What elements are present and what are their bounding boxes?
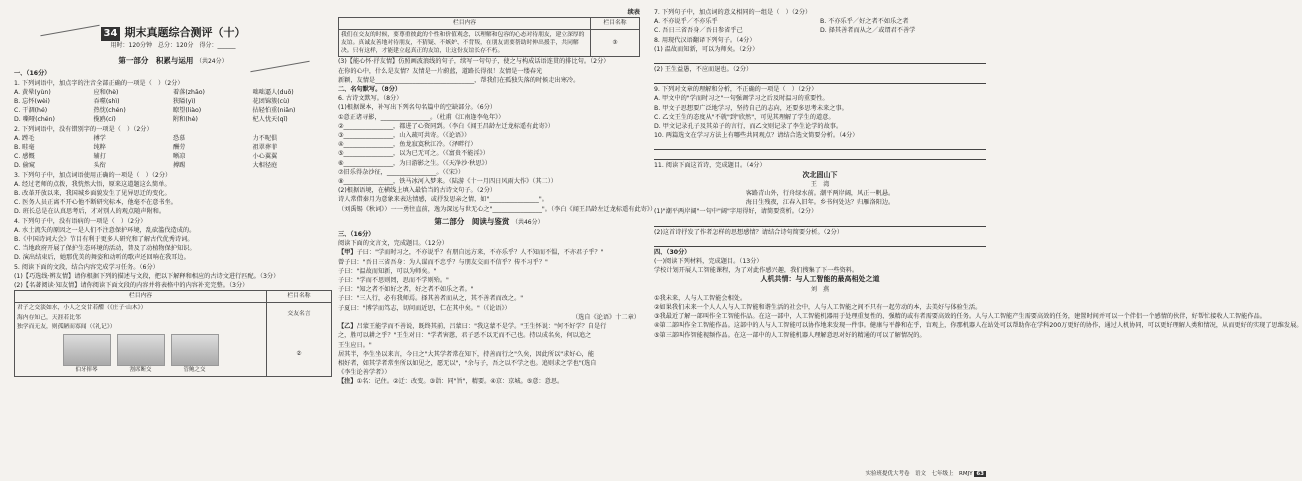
q8a-prompt: (1) 温故而知新，可以为师矣。（2分） xyxy=(654,45,759,53)
q3-line2: 新颖，友情是________________________________，帮我们在孤独失落的时候走出寒冷。 xyxy=(338,76,580,84)
poem-line: ⑦旧乐得杂沙征，________________。（《宋》） xyxy=(338,168,465,176)
q11b-prompt: (2)这首诗抒发了作者怎样的思想感情？请结合诗句简要分析。（2分） xyxy=(654,228,844,236)
section4-heading: 四、（30分） xyxy=(654,248,691,256)
article-para: ⑤第三部叫作智能视频作品。在这一部中的人工智能机器人理解意思对好的精通的可以了解情况的。 xyxy=(654,331,926,339)
poem-line: ④________________，鱼龙寂寞秋江冷。（泽畔行） xyxy=(338,141,477,149)
q11a-prompt: (1)"潮平两岸阔"一句中"阔"字用得好，请简要赏析。（2分） xyxy=(654,208,818,216)
q9-prompt: 9. 下列对文章的理解和分析，不正确的一项是（ ）（2分） xyxy=(654,86,818,94)
illustration-image xyxy=(63,334,111,366)
jia-line: 子夏曰："博学而笃志，切问而近思，仁在其中矣。"（《论语》） xyxy=(338,304,511,312)
column-left xyxy=(14,8,332,478)
exam-meta: 用时：120分钟 总分：120分 得分：______ xyxy=(110,42,236,49)
opt: D. 择其善者而从之／或谓君不善学 xyxy=(820,27,916,35)
note-line: 【注】①名：记住。②迁：改变。③诣：同"旨"，精要。④京：京城。⑤意：意思。 xyxy=(338,378,564,386)
poem-line: 海日生残夜，江春入旧年。乡书何处达？归雁洛阳边。 xyxy=(745,199,895,207)
jia-source: （选自《论语》十二章） xyxy=(571,313,640,321)
q4-opt-b: B.《中国诗词大会》节目有利于更多人研究和了解古代优秀诗词。 xyxy=(14,236,194,244)
q6b-prompt: (2)根据语境，在横线上填入最恰当的古诗文句子。（2分） xyxy=(338,187,497,195)
poem-line: ⑧________________，铁马冰河入梦来。（陆游《十一月四日风雨大作》（其二）） xyxy=(338,178,557,186)
column-right xyxy=(654,8,1302,478)
q6-heading: 6. 古诗文默写。（8分） xyxy=(338,95,403,103)
read-prompt: 阅读下面的文言文，完成题目。（12分） xyxy=(338,240,448,248)
opt: 揽鸥(cí) xyxy=(93,116,116,124)
footer-text: 实验班提优大考卷 语文 七年级上 RMJY xyxy=(865,471,973,477)
opt: 搏踢 xyxy=(173,162,186,170)
opt: 小心翼翼 xyxy=(252,153,278,161)
opt: 附和(hè) xyxy=(173,116,198,124)
yi-line: 相好者，如其学者常坐所以如见之，愿无以"，"余与子，吾之以不学之也。追则求之学也"(选自 xyxy=(338,359,597,367)
answer-line[interactable] xyxy=(654,238,986,247)
q6b-text2: （刘禹锡《秋词》）一一勇往直前，逸为深远与世无心之"________________"。（李白《闻王昌龄左迁龙标遥有此寄》） xyxy=(338,205,657,213)
picture-item xyxy=(63,334,111,375)
opt: 吞噬(shì) xyxy=(93,98,120,106)
opt: 搏学 xyxy=(93,134,106,142)
opt: 恐慕 xyxy=(173,134,186,142)
continued-table xyxy=(338,17,640,57)
picture-row xyxy=(17,334,264,375)
q1-sub2: 2. 下列词语中，没有错别字的一项是（ ）（2分） xyxy=(14,125,153,133)
q3-prompt: (3)【能心怀·抒友情】仿照画波浪线的句子，续写一句句子，使之与构成话语连贯的排比句。（2分） xyxy=(338,58,610,66)
q1-sub5b: (2)【名著阅读·知友情】请你阅读下面文段的内容并将表格中的内容补充完整。（3分） xyxy=(14,282,249,290)
page-title xyxy=(14,26,332,41)
answer-line[interactable] xyxy=(654,218,986,227)
illustration-image xyxy=(171,334,219,366)
q6b-text: 诗人常借秦月为意象来表达情感，或抒发思亲之情，如"________________"。 xyxy=(338,196,548,204)
q9-opt-b: B. 甲文子思想要广泛地学习，坚持自己的志向，还要多思考未来之事。 xyxy=(654,104,848,112)
q4-opt-d: D. 演出结束后，她那优美的舞姿和动听的歌声还回响在我耳边。 xyxy=(14,254,190,262)
opt: C. 干涸(hé) xyxy=(14,107,48,115)
q9-opt-d: D. 甲文记录孔子及其弟子的言行，而乙文则记录了李生论学的故事。 xyxy=(654,123,843,131)
q1-sub5a: (1)【巧选线·辨友情】请你根据下列的描述与文段，把以下解释和相应的古诗文进行匹配。（3分） xyxy=(14,272,280,280)
article-title: 人机共情：与人工智能的最高相处之道 xyxy=(760,275,880,284)
opt: 辅打 xyxy=(93,153,106,161)
opt: 花团锦簇(cù) xyxy=(252,98,290,106)
opt: 热忱(chén) xyxy=(93,107,126,115)
q4a-prompt: (一)阅读下列材料，完成题目。（13分） xyxy=(654,258,763,266)
q1-sub4: 4. 下列句子中，没有语病的一项是（ ）（2分） xyxy=(14,217,147,225)
picture-caption: 割席断交 xyxy=(129,367,152,374)
jia-line: 子曰："知之者不如好之者，好之者不如乐之者。" xyxy=(338,286,474,294)
opt: 力不呢俱 xyxy=(252,134,278,142)
opt: B. 畦毫 xyxy=(14,144,35,152)
jia-line: 【甲】子曰："学而时习之，不亦说乎？有朋自远方来，不亦乐乎？人不知而不愠，不亦君子乎？" xyxy=(338,249,604,257)
opt: D. 偷窥 xyxy=(14,162,36,170)
q1-sub3: 3. 下列句子中，加点词语使用正确的一项是（ ）（2分） xyxy=(14,171,172,179)
opt: 酬劳 xyxy=(173,144,186,152)
q1-sub1: 1. 下列词语中，加点字的注音全部正确的一项是（ ）（2分） xyxy=(14,79,184,87)
page-number: 63 xyxy=(976,471,984,477)
table-row: 独学而无友，则孤陋而寡闻（《礼记》） xyxy=(17,323,116,330)
opt: 大相径庭 xyxy=(252,162,278,170)
article-para: ③我最近了解一部叫作全工智能作品。在这一部中，人工智能机器用于处理重复性的、强精的或有者需要高效的任务。人与人工智能产生需要高效的任务，建置时间并可以一个伴侣一个感情的伙伴，好帮忙接收人工智能作品。 xyxy=(654,313,1266,321)
poem-line: ②________________，都进了心资同到。（李白《闻王昌龄左迁龙标遥有此寄》） xyxy=(338,122,554,130)
q3-line: 在你的心中，什么是友情？友情是一片蔚蓝，道路长得很！友情是一缕春光 xyxy=(338,67,543,75)
q8b-prompt: (2) 王生益愚，不应而退也。（2分） xyxy=(654,66,753,74)
yi-line: 居其半，李生坐以来言，今日之"大其学者常在知下，持善而行之"久矣，因此所以"求好心，能 xyxy=(338,350,595,358)
opt: 应和(hè) xyxy=(93,88,119,96)
article-para: ②如果我们未来一个人人人与人工智能和谐生活的社会中，人与人工智能之间不只有一起劳动的本，去美好与体验生活。 xyxy=(654,304,982,312)
poem-line: ①意正诸寻影，________________。（杜甫《江南逢李龟年》） xyxy=(338,113,505,121)
box-head-content: 栏目内容 xyxy=(339,18,591,30)
q1-options xyxy=(14,88,332,125)
poem-line: 客路青山外，行舟绿水前。潮平两岸阔，风正一帆悬。 xyxy=(745,190,895,198)
table-names xyxy=(267,303,332,377)
page-footer xyxy=(866,469,986,477)
q7-options xyxy=(654,17,986,35)
opt: 狭隘(yì) xyxy=(173,98,196,106)
friendship-table xyxy=(14,290,332,377)
q1-sub5: 5. 阅读下面的文段，结合内容完成学习任务。（6分） xyxy=(14,263,159,271)
title-text: 期末真题综合测评（十） xyxy=(124,26,246,39)
illustration-image xyxy=(117,334,165,366)
yi-line: 【乙】吕蒙王能学而不善说，既终其前，吕蒙曰："我这蒙不是学。"王生怀说："何不好学？自是行 xyxy=(338,323,607,331)
jia-line: 子曰："学而不思则罔，思而不学则殆。" xyxy=(338,277,449,285)
section2-heading: 二、名句默写。（8分） xyxy=(338,86,402,94)
poem-line: ⑥________________，为日游影之生。（《天净沙·秋思》） xyxy=(338,159,491,167)
jia-line: 子曰："三人行，必有我师焉。择其善者而从之，其不善者而改之。" xyxy=(338,295,524,303)
answer-line[interactable] xyxy=(654,75,986,84)
box-name: ③ xyxy=(591,30,640,57)
opt: 咄咄逼人(duō) xyxy=(252,88,294,96)
part1-heading: 第一部分 积累与运用 （共24分） xyxy=(118,56,228,66)
article-author: 刘 燕 xyxy=(810,285,830,293)
q3-opt-c: C. 医务人员正离不开心他不断研究标本，他毫不在意书坐。 xyxy=(14,199,177,207)
q6a-prompt: (1)根据课本，补写出下列名句名篇中的空缺部分。（6分） xyxy=(338,104,497,112)
q3-opt-b: B. 改革开放以来，我国城乡面貌发生了见异思迁的变化。 xyxy=(14,190,171,198)
opt: 晰凉 xyxy=(173,153,186,161)
opt: 祖翠葬菲 xyxy=(252,144,278,152)
opt: A. 黄晕(yùn) xyxy=(14,88,51,96)
table-name-2: ② xyxy=(296,350,302,357)
q4-intro: 学校计划开展人工智能课程，为了对此作感兴趣，我们搜集了下一些资料。 xyxy=(654,267,859,275)
answer-line[interactable] xyxy=(654,141,986,150)
section3-heading: 三、（16分） xyxy=(338,231,375,239)
article-para: ④第二部叫作全工智能作品。这部中的人与人工智能可以协作地来发现一件事。健康与平静和在乎，盲观上，你那机器人在站处可以帮助你在学科200万更好的协作，通过人机协同，可以更好理解人类和情况，从而更好的实现了思维发展。 xyxy=(654,322,1302,330)
q11-prompt: 11. 阅读下面这首诗，完成题目。（4分） xyxy=(654,162,766,170)
opt: C. 吾日三省吾身／吾日参省乎己 xyxy=(654,27,743,35)
q7-prompt: 7. 下列句子中，加点词的意义相同的一组是（ ）（2分） xyxy=(654,9,812,16)
article-para: ①我未来，人与人工智能会相处。 xyxy=(654,294,747,302)
part2-heading: 第二部分 阅读与鉴赏 （共46分） xyxy=(434,216,544,226)
q3-opt-d: D. 班长总是在认真思考后，才对别人的观点随声附和。 xyxy=(14,208,166,216)
table-content xyxy=(15,303,267,377)
table-name-1: 交友名言 xyxy=(287,311,311,318)
opt: 着落(zhāo) xyxy=(173,88,205,96)
q8-prompt: 8. 用现代汉语翻译下列句子。（4分） xyxy=(654,36,756,44)
poem-line: ③________________，山入疏可共寄。（《论语》） xyxy=(338,132,471,140)
jia-line: 子曰："温故而知新，可以为师矣。" xyxy=(338,267,437,275)
opt: C. 感慨 xyxy=(14,153,35,161)
box-head-name: 栏目名称 xyxy=(591,18,640,30)
q9-opt-a: A. 甲文中的"学而时习之"一句强调学习之后及时温习的重要性。 xyxy=(654,95,829,103)
answer-line[interactable] xyxy=(654,151,986,160)
q2-options xyxy=(14,134,332,171)
picture-item xyxy=(171,334,219,375)
table-head-name: 栏目名称 xyxy=(267,291,332,303)
picture-caption: 伯牙摔琴 xyxy=(75,367,98,374)
opt: 拈轻怕重(niān) xyxy=(252,107,296,115)
q3-opt-a: A. 经过老师的点拨，我恍然大悟，原来这道题这么简单。 xyxy=(14,180,171,188)
opt: A. 不亦说乎／不亦乐乎 xyxy=(654,18,718,26)
poem-author: 王 湾 xyxy=(810,180,830,188)
q9-opt-c: C. 乙文王生的态度从"不就"到"欣然"，可见其理解了学生的道意。 xyxy=(654,113,835,121)
opt: D. 嘶哑(chén) xyxy=(14,116,55,124)
jia-line: 曾子曰："吾日三省吾身：为人谋而不忠乎？与朋友交而不信乎？传不习乎？" xyxy=(338,258,548,266)
answer-line[interactable] xyxy=(654,55,986,64)
q10-prompt: 10. 两篇选文在学习方法上有哪些共同观点？请结合选文简要分析。（4分） xyxy=(654,132,859,140)
table-row: 君子之交淡如水，小人之交甘若醴（《庄子·山木》） xyxy=(17,305,147,312)
table-row: 海内存知己，天涯若比邻 xyxy=(17,314,81,321)
picture-caption: 管鲍之交 xyxy=(183,367,206,374)
table-head-content: 栏目内容 xyxy=(15,291,267,303)
poem-line: ⑤________________，以为已无可之。（《富贵不能淫》） xyxy=(338,150,489,158)
opt: 纯粹 xyxy=(93,144,106,152)
column-middle xyxy=(338,8,657,478)
q4-opt-a: A. 水土流失的原因之一是人们不注意保护环境，乱砍滥伐造成的。 xyxy=(14,226,196,234)
yi-line: 之，胜可以耕之乎？"王生对日："学者害慈，君子恶不以无而不己也。持以成名矣，何以追之 xyxy=(338,332,592,340)
q1-heading: 一、（16分） xyxy=(14,70,51,78)
poem-title: 次北固山下 xyxy=(802,170,838,179)
box-text: 我们在交友的时候，要尊重彼此的个性和价值观念，以理解和包容的心态对待朋友，建立深厚的友谊。真诚友善地对待朋友，不猜疑、不嫉妒、不背叛，在朋友需要帮助时伸出援手，共同解决。只有这样，才能建立起真正的友谊，让这份友谊长存不朽。 xyxy=(339,30,591,57)
yi-line: 《李生论善学者》） xyxy=(338,369,391,377)
unit-number: 34 xyxy=(101,27,121,41)
yi-line: 王生应日。" xyxy=(338,341,372,349)
opt: B. 不亦乐乎／好之者不如乐之者 xyxy=(820,18,909,26)
opt: 杞人忧天(qǐ) xyxy=(252,116,288,124)
opt: A. 蹚毛 xyxy=(14,134,35,142)
continued-tag: 续表 xyxy=(627,9,640,16)
q4-opt-c: C. 当地政府开展了保护生态环境的活动，普及了动植物保护知识。 xyxy=(14,245,196,253)
opt: 头衔 xyxy=(93,162,106,170)
picture-item xyxy=(117,334,165,375)
opt: 瞭望(liào) xyxy=(173,107,202,115)
opt: B. 忘怀(wèi) xyxy=(14,98,50,106)
